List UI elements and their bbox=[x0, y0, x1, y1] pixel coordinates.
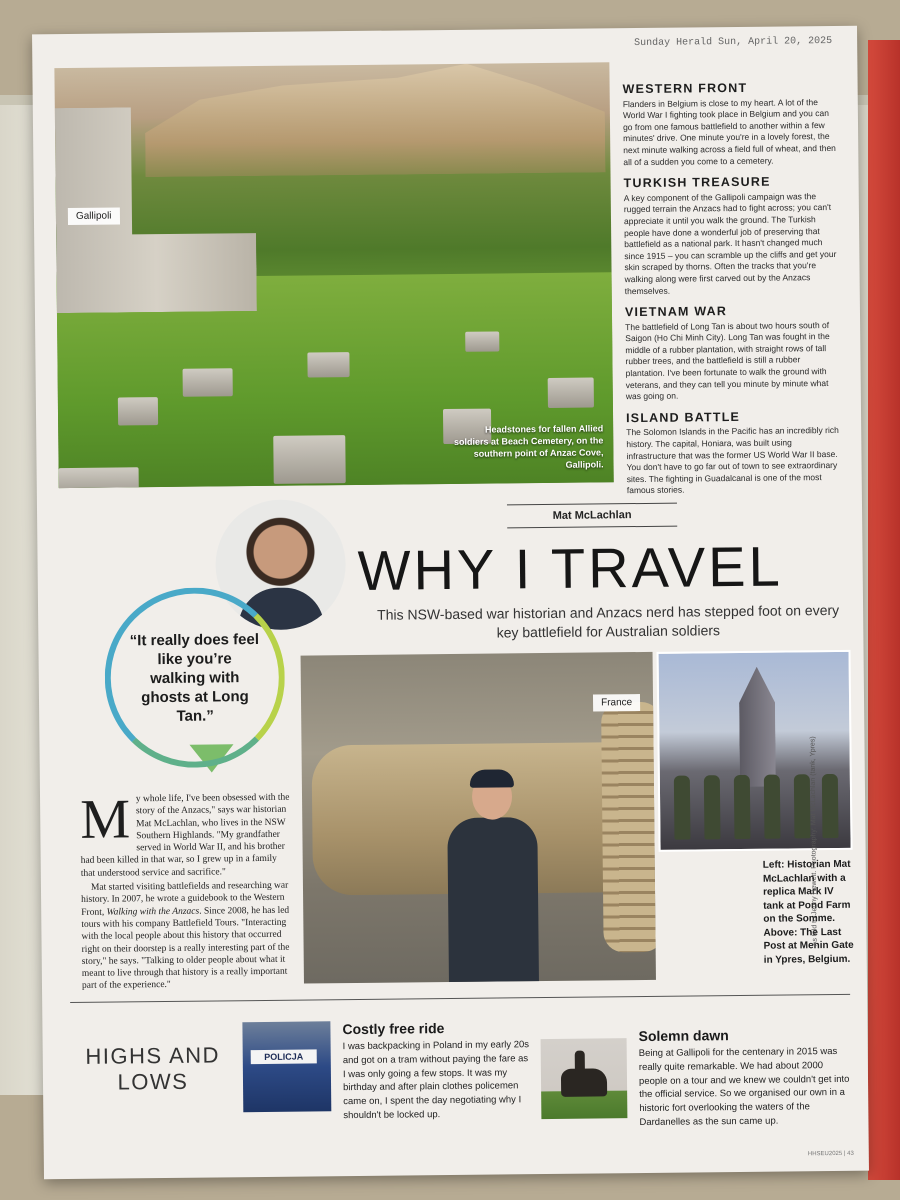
cemetery-photo-caption: Headstones for fallen Allied soldiers at Beach Cemetery, on the southern point of Anzac Cove, Gallipoli. bbox=[453, 423, 604, 470]
sidebar-heading: WESTERN FRONT bbox=[622, 80, 748, 97]
article-paragraph: My whole life, I've been obsessed with the story of the Anzacs," says war historian Mat McLachlan, who lives in the NSW Southern Highlands. "My grandfather served in World War II, and his brother had been killed in that war, so I grew up in a family that understood service and sacrifice." bbox=[79, 788, 290, 879]
headstone bbox=[548, 377, 594, 407]
sidebar-heading: ISLAND BATTLE bbox=[626, 409, 741, 425]
highs-lows-title: HIGHS AND LOWS bbox=[85, 1042, 221, 1095]
tank-track-shape bbox=[601, 702, 656, 953]
section-divider bbox=[70, 994, 850, 1003]
battlefields-sidebar bbox=[623, 82, 842, 507]
dateline: Sunday Herald Sun, April 20, 2025 bbox=[634, 35, 833, 50]
soldier-figure bbox=[764, 775, 781, 839]
gallipoli-label: Gallipoli bbox=[68, 207, 120, 225]
spire-shape bbox=[739, 667, 776, 787]
gallipoli-cemetery-photo bbox=[54, 62, 613, 488]
figure-cap bbox=[470, 769, 514, 787]
article-paragraph: Mat started visiting battlefields and researching war history. In 2007, he wrote a guidebook to the Western Front, Walking with the Anzacs. Since 2008, he has led tours with his company Battlefield Tours. "Interacting with the local people about this history that occurred right on their doorstep is a really interesting part of the story," he says. "Talking to older people about what it meant to live through that history is a really important part of the experience." bbox=[81, 880, 290, 992]
headstone bbox=[465, 331, 499, 351]
high-heading: Solemn dawn bbox=[638, 1027, 729, 1045]
high-body: Being at Gallipoli for the centenary in 2015 was really quite remarkable. We had about 2000 people on a tour and we knew we couldn't get into the official service. So we organised our own in a historic fort overlooking the waters of the Dardanelles as the sun came up. bbox=[638, 1045, 850, 1129]
soldier-figure bbox=[704, 775, 721, 839]
historian-figure bbox=[437, 773, 549, 984]
speech-bubble bbox=[104, 587, 286, 769]
tank-photo-caption: Left: Historian Mat McLachlan with a replica Mark IV tank at Pond Farm on the Somme. Above: The Last Post at Menin Gate in Ypres, Belgium. bbox=[762, 858, 854, 966]
headstone bbox=[118, 397, 158, 425]
menin-gate-photo bbox=[657, 650, 853, 852]
low-body: I was backpacking in Poland in my early 20s and got on a tram without paying the fare as I was only going a few stops. It was my birthday and after plain clothes policemen came on, I spent the day negotiating why I shouldn't be locked up. bbox=[342, 1039, 530, 1122]
page-folio: HHSEU2025 | 43 bbox=[807, 1150, 854, 1158]
cliff-shape bbox=[144, 62, 605, 177]
sidebar-heading: TURKISH TREASURE bbox=[623, 174, 771, 191]
photo-credit: As told to Jenny Hewett. Photography: Mat McLachlan (tank, Ypres) bbox=[809, 736, 819, 947]
sidebar-heading: VIETNAM WAR bbox=[624, 304, 728, 320]
soldier-figure bbox=[674, 776, 691, 840]
soldier-figure bbox=[794, 774, 811, 838]
standfirst: This NSW-based war historian and Anzacs nerd has stepped foot on every key battlefield for Australian soldiers bbox=[377, 601, 840, 641]
magazine-cover-edge bbox=[868, 40, 900, 1180]
soldier-figure bbox=[734, 775, 751, 839]
headstone bbox=[307, 352, 349, 377]
sidebar-body: The Solomon Islands in the Pacific has an incredibly rich history. The capital, Honiara, was built using infrastructure that was the former US World War II base. You don't have to go far out of town to see extraordinary sites. The fighting in Guadalcanal is one of the most famous stories. bbox=[626, 425, 839, 496]
headstone bbox=[183, 368, 233, 397]
soldier-figure bbox=[822, 774, 839, 838]
sidebar-body: The battlefield of Long Tan is about two hours south of Saigon (Ho Chi Minh City). Long Tan was fought in the middle of a rubber plantation, with straight rows of tall rubber trees, and the battlefield is still a rubber plantation. I've been fortunate to walk the ground with veterans, and they can tell you minute by minute what was going on. bbox=[625, 319, 830, 402]
pull-quote: “It really does feel like you’re walking with ghosts at Long Tan.” bbox=[129, 630, 260, 725]
page-title: WHY I TRAVEL bbox=[357, 534, 783, 602]
low-heading: Costly free ride bbox=[342, 1020, 445, 1038]
france-label: France bbox=[593, 694, 640, 711]
police-car-photo bbox=[242, 1021, 331, 1112]
magazine-page bbox=[32, 26, 869, 1180]
headstone bbox=[273, 435, 345, 484]
sidebar-body: Flanders in Belgium is close to my heart. A lot of the World War I fighting took place in Belgium and you can go from one famous battlefield to another within a few minutes' drive. One minute you're in a lovely forest, the next minute walking across a field full of wheat, and then all of a sudden you come to a cemetery. bbox=[622, 96, 836, 167]
horse-shape bbox=[561, 1068, 607, 1096]
headstone bbox=[59, 467, 139, 488]
tank-photo bbox=[301, 652, 656, 984]
rider-shape bbox=[575, 1051, 585, 1073]
article-body bbox=[79, 788, 292, 995]
sidebar-body: A key component of the Gallipoli campaign was the rugged terrain the Anzacs had to fight across; you can't appreciate it until you walk the ground. The Turkish people have done a wonderful job of preserving that battlefield as a national park. It hasn't changed much since 1915 – you can scramble up the cliffs and get your skin scraped by thorns. Often the tracks that you're walking along were first carved out by the Anzacs themselves. bbox=[623, 190, 837, 296]
police-sign: POLICJA bbox=[251, 1049, 317, 1064]
drop-cap: M bbox=[79, 788, 131, 851]
figure-body bbox=[447, 817, 539, 983]
horse-rider-photo bbox=[541, 1038, 628, 1119]
byline: Mat McLachlan bbox=[507, 503, 677, 529]
